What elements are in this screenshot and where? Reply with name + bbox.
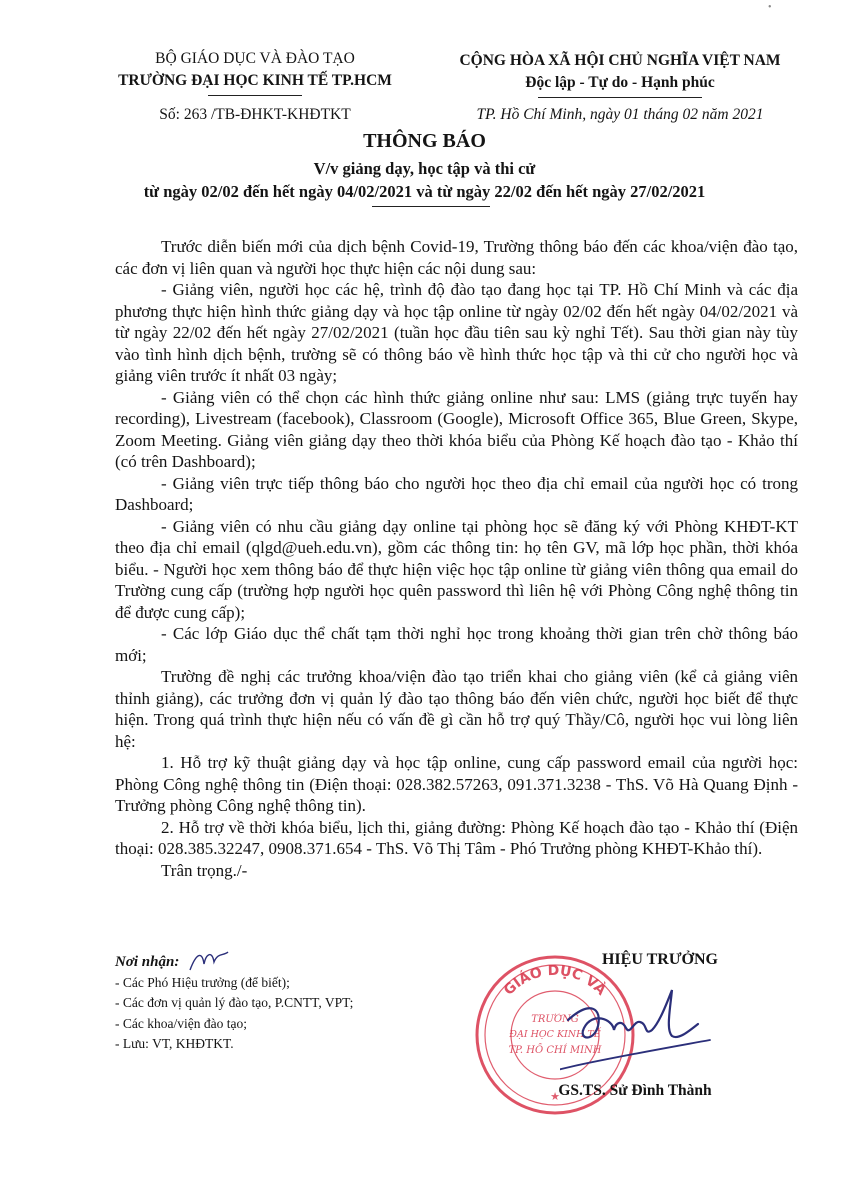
document-body [115, 236, 798, 881]
body-paragraph: 1. Hỗ trợ kỹ thuật giảng dạy và học tập online, cung cấp password email của người học: Phòng Công nghệ thông tin (Điện thoại: 028.382.57263, 091.371.3238 - ThS. Võ Hà Quang Định - Trưởng phòng Công nghệ thông tin). [115, 753, 798, 815]
ministry-name: BỘ GIÁO DỤC VÀ ĐÀO TẠO [155, 50, 355, 67]
header-left [100, 48, 410, 92]
document-title: THÔNG BÁO [363, 130, 486, 152]
body-paragraph: - Giảng viên có thể chọn các hình thức giảng online như sau: LMS (giảng trực tuyến hay recording), Livestream (facebook), Classroom (Google), Microsoft Office 365, Blue Green, Skype, Zoom Meeting. Giảng viên giảng dạy theo thời khóa biểu của Phòng Kế hoạch đào tạo - Khảo thí (có trên Dashboard); [115, 387, 798, 471]
body-paragraph: Trường đề nghị các trưởng khoa/viện đào tạo triển khai cho giảng viên (kể cả giảng viên thỉnh giảng), các trưởng đơn vị quản lý đào tạo thông báo đến viên chức, người học biết để thực hiện. Trong quá trình thực hiện nếu có vấn đề gì cần hỗ trợ quý Thầy/Cô, người học vui lòng liên hệ: [115, 667, 798, 751]
svg-text:GIÁO DỤC VÀ: GIÁO DỤC VÀ [500, 962, 610, 999]
svg-text:★: ★ [550, 1090, 560, 1103]
motto-underline [538, 97, 702, 98]
place-and-date: TP. Hồ Chí Minh, ngày 01 tháng 02 năm 2021 [476, 106, 764, 123]
header-right [420, 50, 820, 94]
body-paragraph: - Giảng viên có nhu cầu giảng dạy online tại phòng học sẽ đăng ký với Phòng KHĐT-KT theo địa chỉ email (qlgd@ueh.edu.vn), gồm các thông tin: họ tên GV, mã lớp học phần, thời khóa biểu. - Người học xem thông báo để thực hiện việc học tập online từ giảng viên thông qua email do Trường cung cấp (trường hợp người học quên password thì liên hệ với Phòng Công nghệ thông tin để được cung cấp); [115, 516, 798, 622]
body-paragraph: - Giảng viên trực tiếp thông báo cho người học theo địa chỉ email của người học có trong Dashboard; [115, 473, 798, 514]
body-paragraph: - Các lớp Giáo dục thể chất tạm thời nghỉ học trong khoảng thời gian trên chờ thông báo mới; [115, 624, 798, 665]
recipient-item: - Các đơn vị quản lý đào tạo, P.CNTT, VPT; [115, 995, 354, 1010]
scan-dot: • [768, 2, 772, 13]
document-number: Số: 263 /TB-ĐHKT-KHĐTKT [159, 106, 351, 123]
title-underline [372, 206, 490, 207]
country-name: CỘNG HÒA XÃ HỘI CHỦ NGHĨA VIỆT NAM [459, 52, 781, 69]
recipient-item: - Lưu: VT, KHĐTKT. [115, 1036, 234, 1051]
national-motto: Độc lập - Tự do - Hạnh phúc [525, 74, 715, 91]
signature-title: HIỆU TRƯỞNG [601, 951, 718, 968]
body-paragraph: Trước diễn biến mới của dịch bệnh Covid-19, Trường thông báo đến các khoa/viện đào tạo, các đơn vị liên quan và người học thực hiện các nội dung sau: [115, 237, 798, 278]
document-period: từ ngày 02/02 đến hết ngày 04/02/2021 và từ ngày 22/02 đến hết ngày 27/02/2021 [143, 182, 706, 201]
svg-text:ĐẠI HỌC KINH TẾ: ĐẠI HỌC KINH TẾ [509, 1029, 601, 1040]
recipient-item: - Các khoa/viện đào tạo; [115, 1015, 247, 1031]
recipient-item: - Các Phó Hiệu trưởng (để biết); [115, 974, 290, 990]
svg-text:TP. HỒ CHÍ MINH: TP. HỒ CHÍ MINH [508, 1045, 602, 1056]
closing-line: Trân trọng./- [161, 860, 248, 880]
body-paragraph: 2. Hỗ trợ về thời khóa biểu, lịch thi, giảng đường: Phòng Kế hoạch đào tạo - Khảo thí (Điện thoại: 028.385.32247, 0908.371.654 - ThS. Võ Thị Tâm - Phó Trưởng phòng KHĐT-Khảo thí). [115, 817, 798, 858]
handwritten-initial [186, 946, 231, 976]
body-paragraph: - Giảng viên, người học các hệ, trình độ đào tạo đang học tại TP. Hồ Chí Minh và các địa phương thực hiện hình thức giảng dạy và học tập online từ ngày 02/02 đến hết ngày 04/02/2021 và từ ngày 22/02 đến hết ngày 27/02/2021 (tuần học đầu tiên sau kỳ nghỉ Tết). Sau thời gian này tùy vào tình hình dịch bệnh, trường sẽ có thông báo về hình thức học tập và thi cử cho người học và giảng viên trước ít nhất 03 ngày; [115, 280, 798, 385]
recipients-heading: Nơi nhận: [115, 954, 180, 970]
svg-text:TRƯỜNG: TRƯỜNG [531, 1014, 579, 1025]
school-underline [208, 95, 302, 96]
document-subject: V/v giảng dạy, học tập và thi cử [313, 159, 536, 178]
signer-name: GS.TS. Sử Đình Thành [558, 1082, 712, 1099]
school-name: TRƯỜNG ĐẠI HỌC KINH TẾ TP.HCM [118, 72, 392, 89]
recipients-block [115, 952, 475, 1055]
